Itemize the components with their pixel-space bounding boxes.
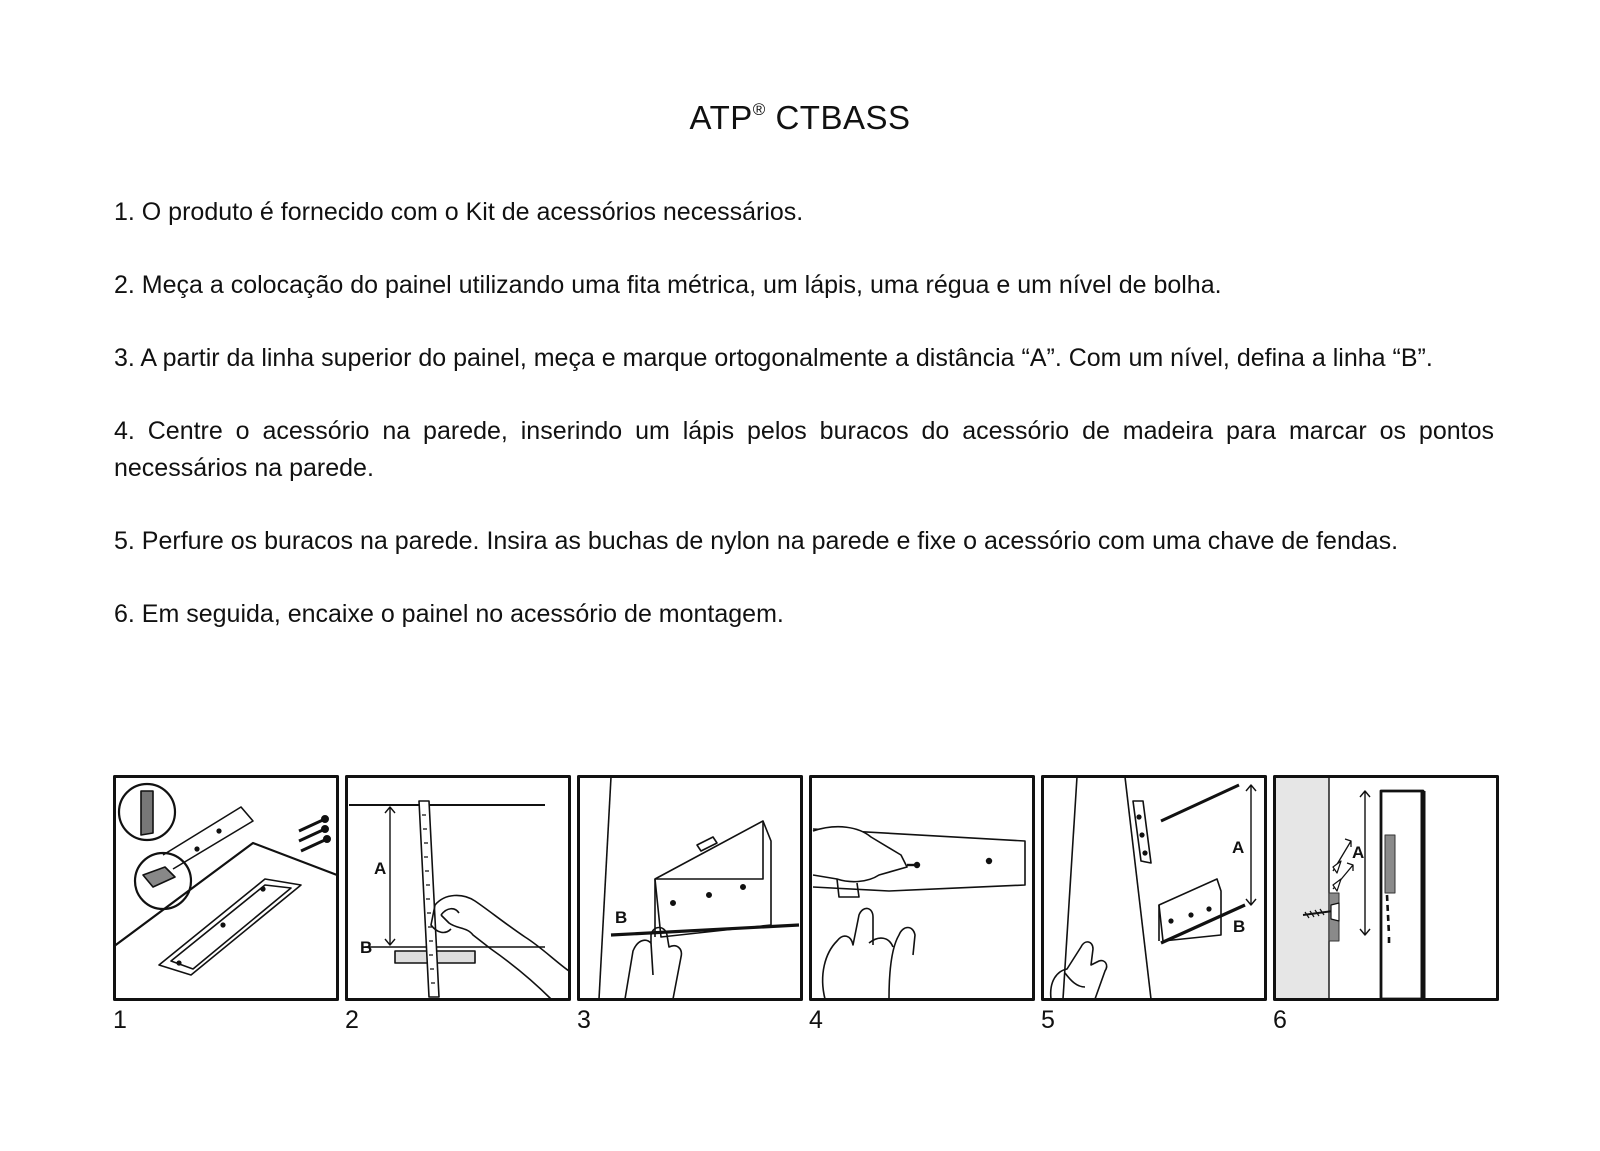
step-6: 6. Em seguida, encaixe o painel no acessório de montagem.	[114, 600, 784, 628]
figure-4	[809, 775, 1035, 1001]
figure-number-5: 5	[1041, 1006, 1055, 1034]
dimension-label-a: A	[1352, 843, 1365, 862]
level-label-b: B	[360, 938, 373, 957]
level-label-b: B	[615, 908, 628, 927]
step-4: 4. Centre o acessório na parede, inserindo um lápis pelos buracos do acessório de madeira para marcar os pontos necessários na parede.	[114, 417, 1494, 482]
illustration-strip	[113, 775, 1503, 1035]
figure-number-4: 4	[809, 1006, 823, 1034]
figure-5	[1041, 775, 1267, 1001]
figure-6	[1273, 775, 1499, 1001]
step-3: 3. A partir da linha superior do painel, meça e marque ortogonalmente a distância “A”. Com um nível, defina a linha “B”.	[114, 344, 1433, 372]
measuring-illustration	[345, 775, 571, 1001]
drilling-illustration	[809, 775, 1035, 1001]
figure-number-6: 6	[1273, 1006, 1287, 1034]
kit-illustration	[113, 775, 339, 1001]
fixing-illustration	[1041, 775, 1267, 1001]
step-2: 2. Meça a colocação do painel utilizando uma fita métrica, um lápis, uma régua e um nível de bolha.	[114, 271, 1222, 299]
dimension-label-a: A	[1232, 838, 1245, 857]
registered-mark: ®	[752, 100, 766, 119]
figure-number-2: 2	[345, 1006, 359, 1034]
marking-illustration	[577, 775, 803, 1001]
figure-3	[577, 775, 803, 1001]
figure-number-3: 3	[577, 1006, 591, 1034]
figure-number-1: 1	[113, 1006, 127, 1034]
document-title: ATP® CTBASS	[689, 99, 911, 136]
figure-1	[113, 775, 339, 1001]
instruction-steps	[114, 194, 1494, 669]
mounting-illustration	[1273, 775, 1499, 1001]
step-1: 1. O produto é fornecido com o Kit de acessórios necessários.	[114, 198, 804, 226]
figure-2	[345, 775, 571, 1001]
step-5: 5. Perfure os buracos na parede. Insira as buchas de nylon na parede e fixe o acessório com uma chave de fendas.	[114, 527, 1399, 555]
level-label-b: B	[1233, 917, 1246, 936]
dimension-label-a: A	[374, 859, 387, 878]
